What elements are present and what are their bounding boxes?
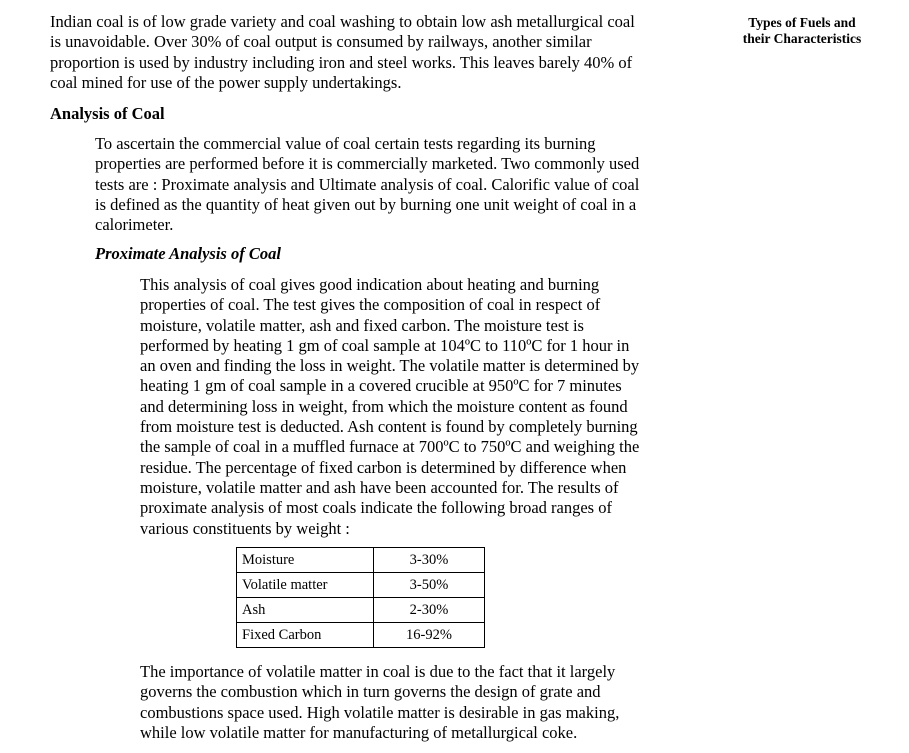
table-row — [237, 548, 485, 573]
subsection-heading: Proximate Analysis of Coal — [95, 244, 281, 263]
constituent-cell: Moisture — [237, 548, 374, 573]
table-row — [237, 623, 485, 648]
closing-paragraph: The importance of volatile matter in coal is due to the fact that it largely governs the combustion which in turn governs the design of grate and combustions space used. High volatile matter is desirable in gas making, while low volatile matter for manufacturing of metallurgical coke. — [140, 662, 620, 742]
constituent-cell: Volatile matter — [237, 573, 374, 598]
section-paragraph: To ascertain the commercial value of coal certain tests regarding its burning properties are performed before it is commercially marketed. Two commonly used tests are : Proximate analysis and Ultimate analysis of coal. Calorific value of coal is defined as the quantity of heat given out by burning one unit weight of coal in a calorimeter. — [95, 134, 640, 235]
range-cell: 3-50% — [374, 573, 485, 598]
subsection-paragraph: This analysis of coal gives good indication about heating and burning properties of coal. The test gives the composition of coal in respect of moisture, volatile matter, ash and fixed carbon. The moisture test is performed by heating 1 gm of coal sample at 104ºC to 110ºC for 1 hour in an oven and finding the loss in weight. The volatile matter is determined by heating 1 gm of coal sample in a covered crucible at 950ºC for 7 minutes and determining loss in weight, from which the moisture content as found from moisture test is deducted. Ash content is found by completely burning the sample of coal in a muffled furnace at 700ºC to 750ºC and weighing the residue. The percentage of fixed carbon is determined by difference when moisture, volatile matter and ash have been accounted for. The results of proximate analysis of most coals indicate the following broad ranges of various constituents by weight : — [140, 275, 640, 538]
range-cell: 2-30% — [374, 598, 485, 623]
constituent-cell: Ash — [237, 598, 374, 623]
intro-paragraph: Indian coal is of low grade variety and coal washing to obtain low ash metallurgical coal is unavoidable. Over 30% of coal output is consumed by railways, another similar proportion is used by industry including iron and steel works. This leaves barely 40% of coal mined for use of the power supply undertakings. — [50, 12, 635, 92]
constituent-ranges-table — [236, 547, 485, 648]
range-cell: 3-30% — [374, 548, 485, 573]
constituent-cell: Fixed Carbon — [237, 623, 374, 648]
table-row — [237, 573, 485, 598]
range-cell: 16-92% — [374, 623, 485, 648]
table-row — [237, 598, 485, 623]
section-heading: Analysis of Coal — [50, 104, 165, 123]
margin-note: Types of Fuels and their Characteristics — [742, 15, 862, 46]
